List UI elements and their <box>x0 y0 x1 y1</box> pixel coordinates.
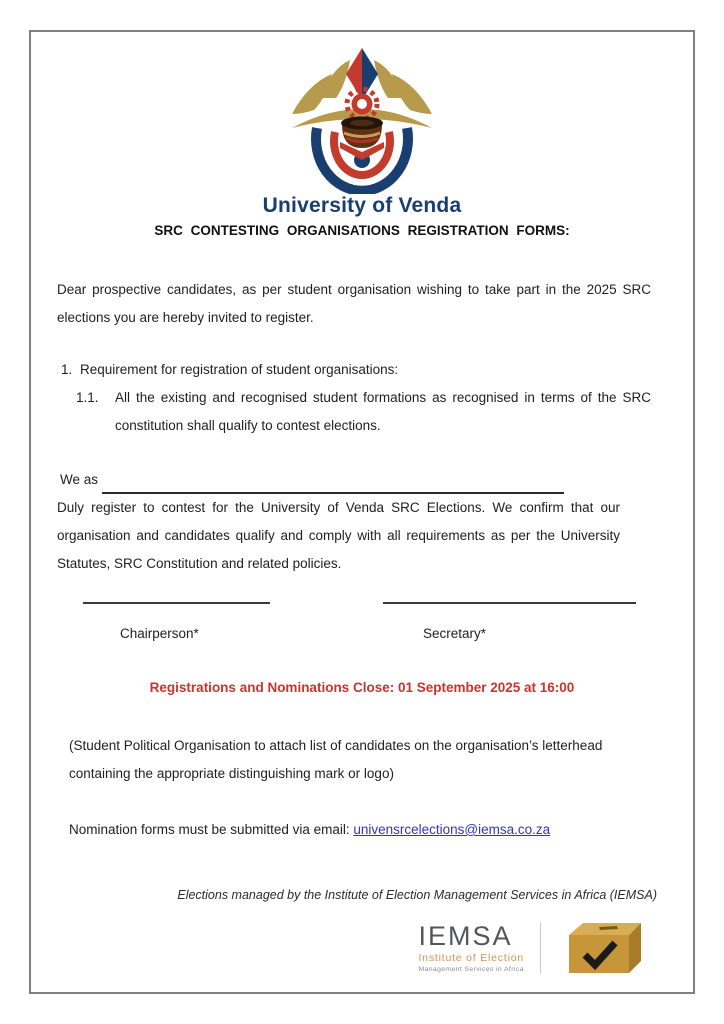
requirement-item-1-1-text: All the existing and recognised student formations as recognised in terms of the SRC constitution shall qualify to contest elections. <box>115 390 651 433</box>
organisation-name-field-row <box>60 466 667 494</box>
iemsa-subtitle-line2: Management Services in Africa <box>418 965 524 973</box>
submission-email-link[interactable]: univensrcelections@iemsa.co.za <box>353 822 551 837</box>
requirement-item-1-1 <box>76 384 667 440</box>
chairperson-signature-line <box>83 602 270 604</box>
requirement-item-1 <box>61 356 667 384</box>
intro-paragraph: Dear prospective candidates, as per student organisation wishing to take part in the 2025 SRC elections you are hereby invited to register. <box>57 282 651 325</box>
attachment-note: (Student Political Organisation to attach list of candidates on the organisation’s letterhead containing the appropriate distinguishing mark or logo) <box>69 738 603 781</box>
university-name: University of Venda <box>262 194 462 217</box>
ballot-box-icon <box>557 915 652 982</box>
organisation-name-blank-line <box>102 470 564 494</box>
declaration-paragraph: Duly register to contest for the University of Venda SRC Elections. We confirm that our organisation and candidates qualify and comply with all requirements as per the University Statutes, SRC Constitution and related policies. <box>57 500 620 571</box>
university-logo <box>57 48 667 194</box>
univen-crest-icon <box>286 48 438 194</box>
iemsa-subtitle-line1: Institute of Election <box>418 951 524 964</box>
signature-lines <box>57 602 667 606</box>
secretary-signature-line <box>383 602 636 604</box>
page-title: SRC CONTESTING ORGANISATIONS REGISTRATION FORMS: <box>154 223 570 238</box>
secretary-label: Secretary* <box>423 626 487 641</box>
signature-labels <box>57 626 667 646</box>
list-number: 1. <box>61 362 73 377</box>
iemsa-wordmark <box>418 920 524 974</box>
we-as-label: We as <box>60 472 99 487</box>
chairperson-label: Chairperson* <box>120 626 199 641</box>
iemsa-acronym: IEMSA <box>418 920 513 951</box>
deadline-notice: Registrations and Nominations Close: 01 September 2025 at 16:00 <box>149 680 575 695</box>
iemsa-logo <box>57 914 667 982</box>
list-number: 1.1. <box>76 390 99 405</box>
page-border-frame <box>29 30 695 994</box>
managed-by-note: Elections managed by the Institute of Election Management Services in Africa (IEMSA) <box>177 888 657 902</box>
requirement-item-1-text: Requirement for registration of student organisations: <box>80 362 399 377</box>
submission-instruction <box>69 816 656 844</box>
logo-divider <box>540 922 541 974</box>
submission-text: Nomination forms must be submitted via email: <box>69 822 354 837</box>
